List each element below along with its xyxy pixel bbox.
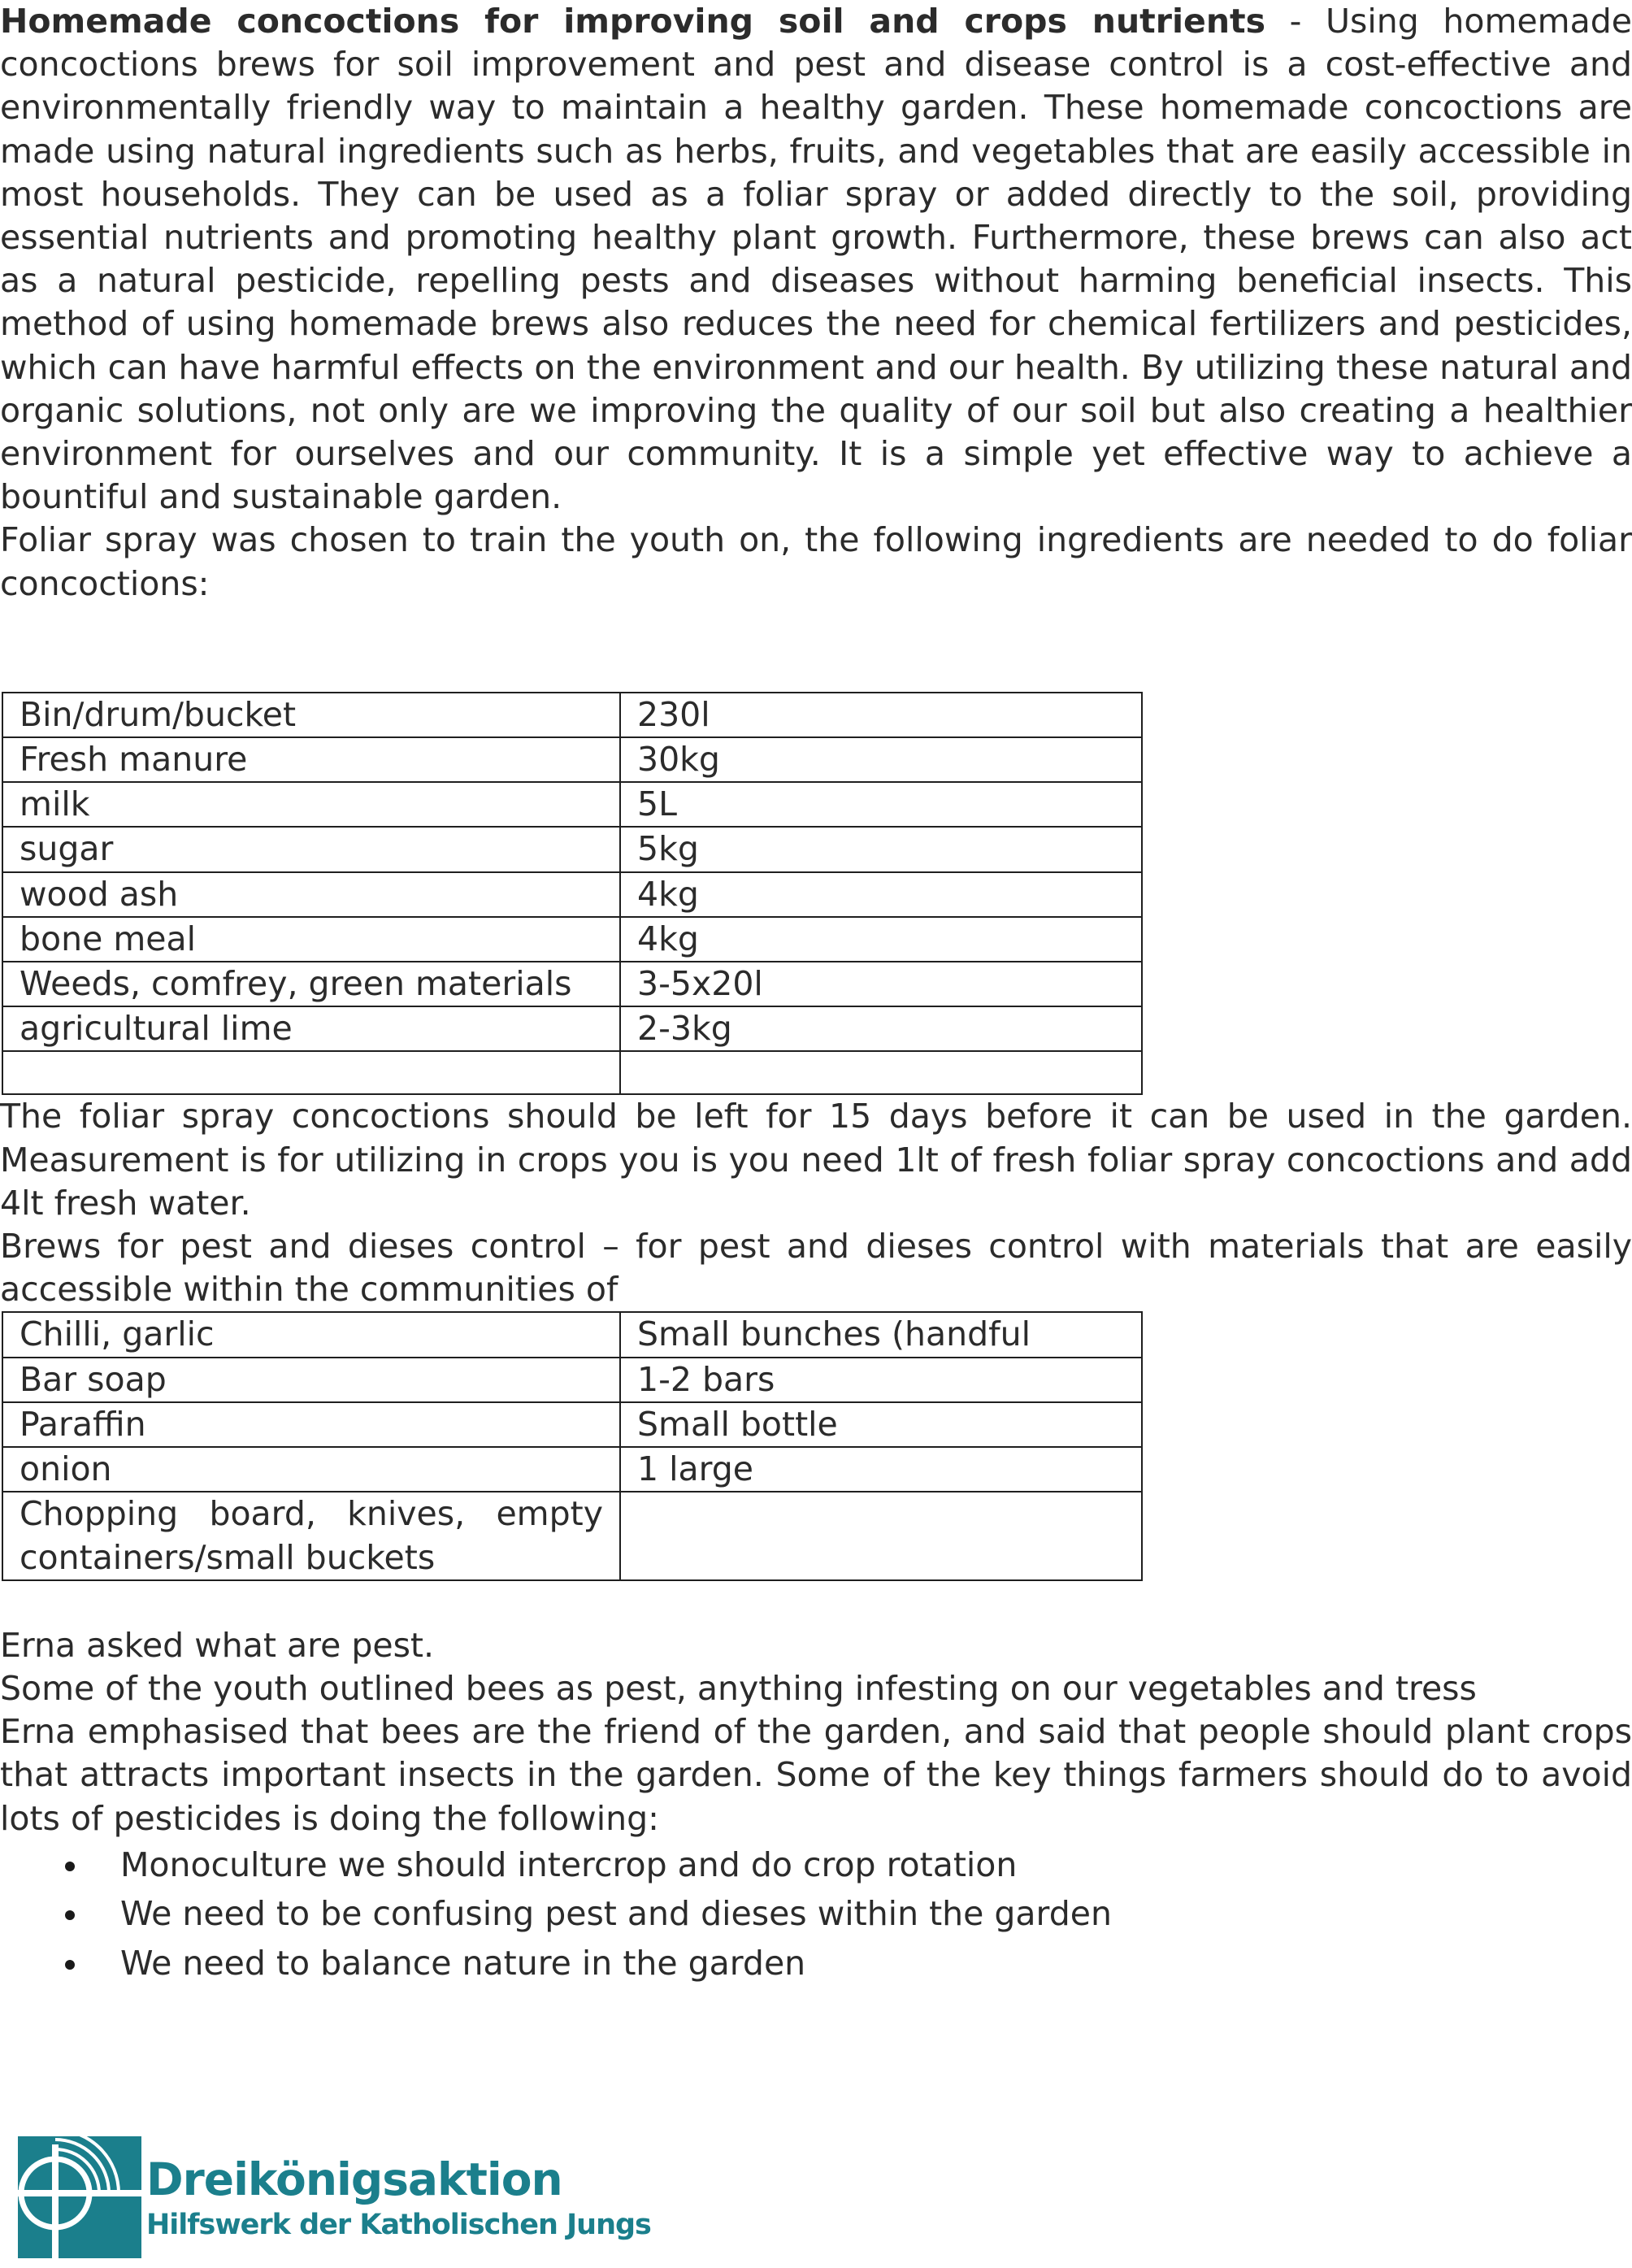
recommendations-list (0, 1840, 1632, 1988)
organization-logo (18, 2136, 651, 2258)
quantity-cell: 1 large (620, 1447, 1142, 1492)
material-cell: Chilli, garlic (2, 1312, 620, 1357)
table-row (2, 827, 1142, 871)
quantity-cell: 3-5x20l (620, 962, 1142, 1006)
logo-name: Dreikönigsaktion (146, 2153, 562, 2205)
table-row (2, 1402, 1142, 1447)
material-cell: Paraffin (2, 1402, 620, 1447)
foliar-after-paragraph: The foliar spray concoctions should be left for 15 days before it can be used in the garden. Measurement is for utilizing in crops you is you need 1lt of fresh foliar spray concoctions and add 4lt fresh water. (0, 1097, 1632, 1223)
quantity-cell: Small bottle (620, 1402, 1142, 1447)
discussion-line: Erna asked what are pest. (0, 1625, 435, 1665)
table-row (2, 737, 1142, 782)
ingredient-cell: sugar (2, 827, 620, 871)
quantity-cell: 5L (620, 782, 1142, 827)
logo-subtitle: Hilfswerk der Katholischen Jungs (146, 2209, 651, 2241)
pest-materials-table (2, 1311, 1143, 1580)
ingredient-cell: Fresh manure (2, 737, 620, 782)
table-row (2, 1312, 1142, 1357)
quantity-cell: 1-2 bars (620, 1358, 1142, 1402)
spacer (0, 1581, 1632, 1624)
ingredient-cell: milk (2, 782, 620, 827)
list-item: We need to be confusing pest and dieses within the garden (0, 1889, 1632, 1939)
intro-body: Using homemade concoctions brews for soil improvement and pest and disease control is a cost-effective and environmentally friendly way to maintain a healthy garden. These homemade concoctions are made using natural ingredients such as herbs, fruits, and vegetables that are easily accessible in most households. They can be used as a foliar spray or added directly to the soil, providing essential nutrients and promoting healthy plant growth. Furthermore, these brews can also act as a natural pesticide, repelling pests and diseases without harming beneficial insects. This method of using homemade brews also reduces the need for chemical fertilizers and pesticides, which can have harmful effects on the environment and our health. By utilizing these natural and organic solutions, not only are we improving the quality of our soil but also creating a healthier environment for ourselves and our community. It is a simple yet effective way to achieve a bountiful and sustainable garden. (0, 2, 1632, 517)
ingredient-cell: wood ash (2, 872, 620, 917)
quantity-cell: Small bunches (handful (620, 1312, 1142, 1357)
ingredient-cell (2, 1051, 620, 1094)
quantity-cell: 2-3kg (620, 1006, 1142, 1051)
material-cell: Chopping board, knives, empty containers/small buckets (2, 1492, 620, 1579)
cross-circle-logo-icon (18, 2136, 148, 2258)
table-row (2, 1006, 1142, 1051)
foliar-ingredients-table (2, 692, 1143, 1096)
intro-paragraph (0, 0, 1632, 519)
list-item: We need to balance nature in the garden (0, 1939, 1632, 1988)
discussion-line: Some of the youth outlined bees as pest, anything infesting on our vegetables and tress (0, 1668, 1477, 1708)
heading-separator: - (1265, 2, 1326, 41)
ingredient-cell: Weeds, comfrey, green materials (2, 962, 620, 1006)
quantity-cell: 4kg (620, 872, 1142, 917)
quantity-cell: 30kg (620, 737, 1142, 782)
table-row (2, 917, 1142, 962)
spacer (0, 606, 1632, 692)
table-row (2, 1492, 1142, 1579)
material-cell: onion (2, 1447, 620, 1492)
quantity-cell (620, 1492, 1142, 1579)
section-heading: Homemade concoctions for improving soil and crops nutrients (0, 2, 1266, 41)
ingredient-cell: Bin/drum/bucket (2, 693, 620, 737)
ingredient-cell: bone meal (2, 917, 620, 962)
table-row (2, 782, 1142, 827)
table-row (2, 1358, 1142, 1402)
table-row (2, 872, 1142, 917)
quantity-cell: 230l (620, 693, 1142, 737)
table-row (2, 1447, 1142, 1492)
pest-intro-paragraph: Brews for pest and dieses control – for pest and dieses control with materials that are easily accessible within the communities of (0, 1227, 1632, 1310)
foliar-intro-paragraph: Foliar spray was chosen to train the youth on, the following ingredients are needed to do foliar concoctions: (0, 520, 1632, 603)
discussion-line: Erna emphasised that bees are the friend of the garden, and said that people should plant crops that attracts important insects in the garden. Some of the key things farmers should do to avoid lots of pesticides is doing the following: (0, 1712, 1632, 1838)
list-item: Monoculture we should intercrop and do crop rotation (0, 1840, 1632, 1890)
table-row (2, 1051, 1142, 1094)
quantity-cell: 5kg (620, 827, 1142, 871)
quantity-cell: 4kg (620, 917, 1142, 962)
ingredient-cell: agricultural lime (2, 1006, 620, 1051)
quantity-cell (620, 1051, 1142, 1094)
table-row (2, 962, 1142, 1006)
material-cell: Bar soap (2, 1358, 620, 1402)
table-row (2, 693, 1142, 737)
